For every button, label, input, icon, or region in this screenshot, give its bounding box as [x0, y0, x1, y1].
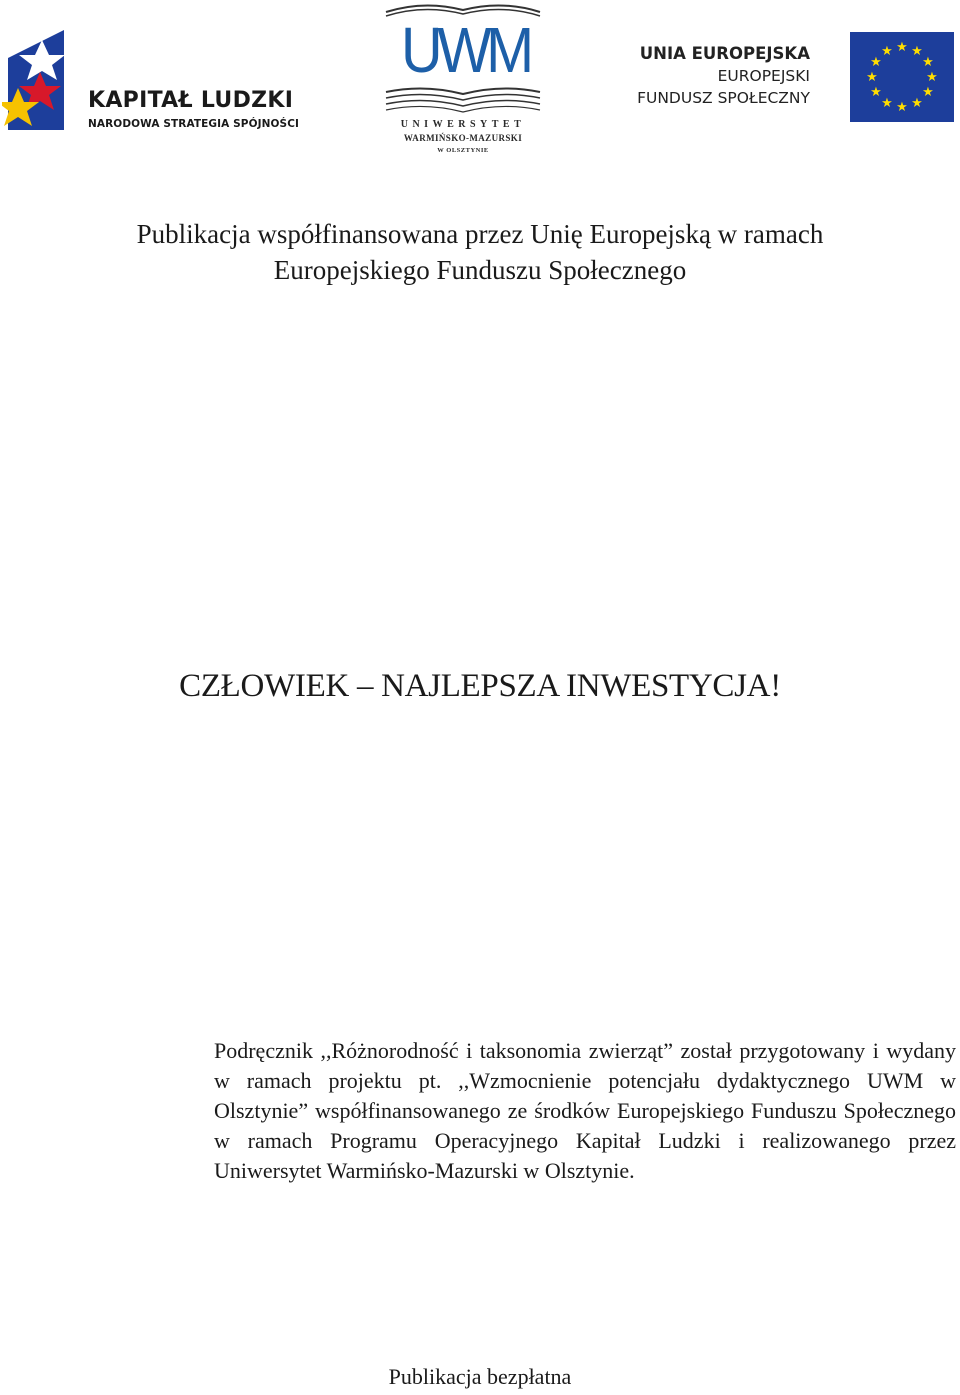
eu-flag-icon — [850, 32, 954, 122]
svg-text:★: ★ — [911, 44, 923, 59]
publication-description: Podręcznik ,,Różnorodność i taksonomia zwierząt” został przygotowany i wydany w ramach projektu pt. ,,Wzmocnienie potencjału dydaktycznego UWM w Olsztynie” współfinansowanego ze środków Europejskiego Funduszu Społecznego w ramach Programu Operacyjnego Kapitał Ludzki i realizowanego przez Uniwersytet Warmińsko-Mazurski w Olsztynie. — [214, 1038, 956, 1183]
uwm-logo — [380, 0, 546, 165]
svg-text:★: ★ — [881, 96, 893, 111]
svg-text:★: ★ — [911, 96, 923, 111]
eu-stars-icon — [850, 32, 954, 122]
svg-text:★: ★ — [870, 55, 882, 70]
uwm-letters: UWM — [401, 14, 529, 86]
svg-text:★: ★ — [881, 44, 893, 59]
svg-text:★: ★ — [922, 85, 934, 100]
eu-logo — [620, 30, 960, 125]
kapital-ludzki-emblem-icon — [2, 28, 66, 134]
eu-line-2: EUROPEJSKI — [717, 67, 810, 85]
svg-text:★: ★ — [866, 70, 878, 85]
kapital-ludzki-subtitle: NARODOWA STRATEGIA SPÓJNOŚCI — [88, 118, 300, 130]
funding-line-1: Publikacja współfinansowana przez Unię Europejską w ramach — [136, 219, 824, 249]
kapital-ludzki-title: KAPITAŁ LUDZKI — [88, 88, 294, 113]
funding-statement — [60, 216, 900, 288]
svg-text:★: ★ — [926, 70, 938, 85]
eu-line-3: FUNDUSZ SPOŁECZNY — [637, 89, 810, 107]
svg-text:★: ★ — [896, 40, 908, 55]
uwm-line-2: WARMIŃSKO-MAZURSKI — [403, 133, 523, 143]
svg-text:★: ★ — [896, 100, 908, 115]
open-book-icon — [380, 86, 546, 116]
funding-line-2: Europejskiego Funduszu Społecznego — [273, 255, 687, 285]
kapital-ludzki-logo — [0, 26, 320, 136]
free-publication-note: Publikacja bezpłatna — [388, 1364, 572, 1389]
slogan-heading: CZŁOWIEK – NAJLEPSZA INWESTYCJA! — [179, 668, 781, 704]
eu-line-1: UNIA EUROPEJSKA — [639, 44, 810, 63]
uwm-line-1: UNIWERSYTET — [400, 119, 526, 130]
uwm-line-3: W OLSZTYNIE — [437, 147, 489, 154]
svg-text:★: ★ — [870, 85, 882, 100]
svg-text:★: ★ — [922, 55, 934, 70]
